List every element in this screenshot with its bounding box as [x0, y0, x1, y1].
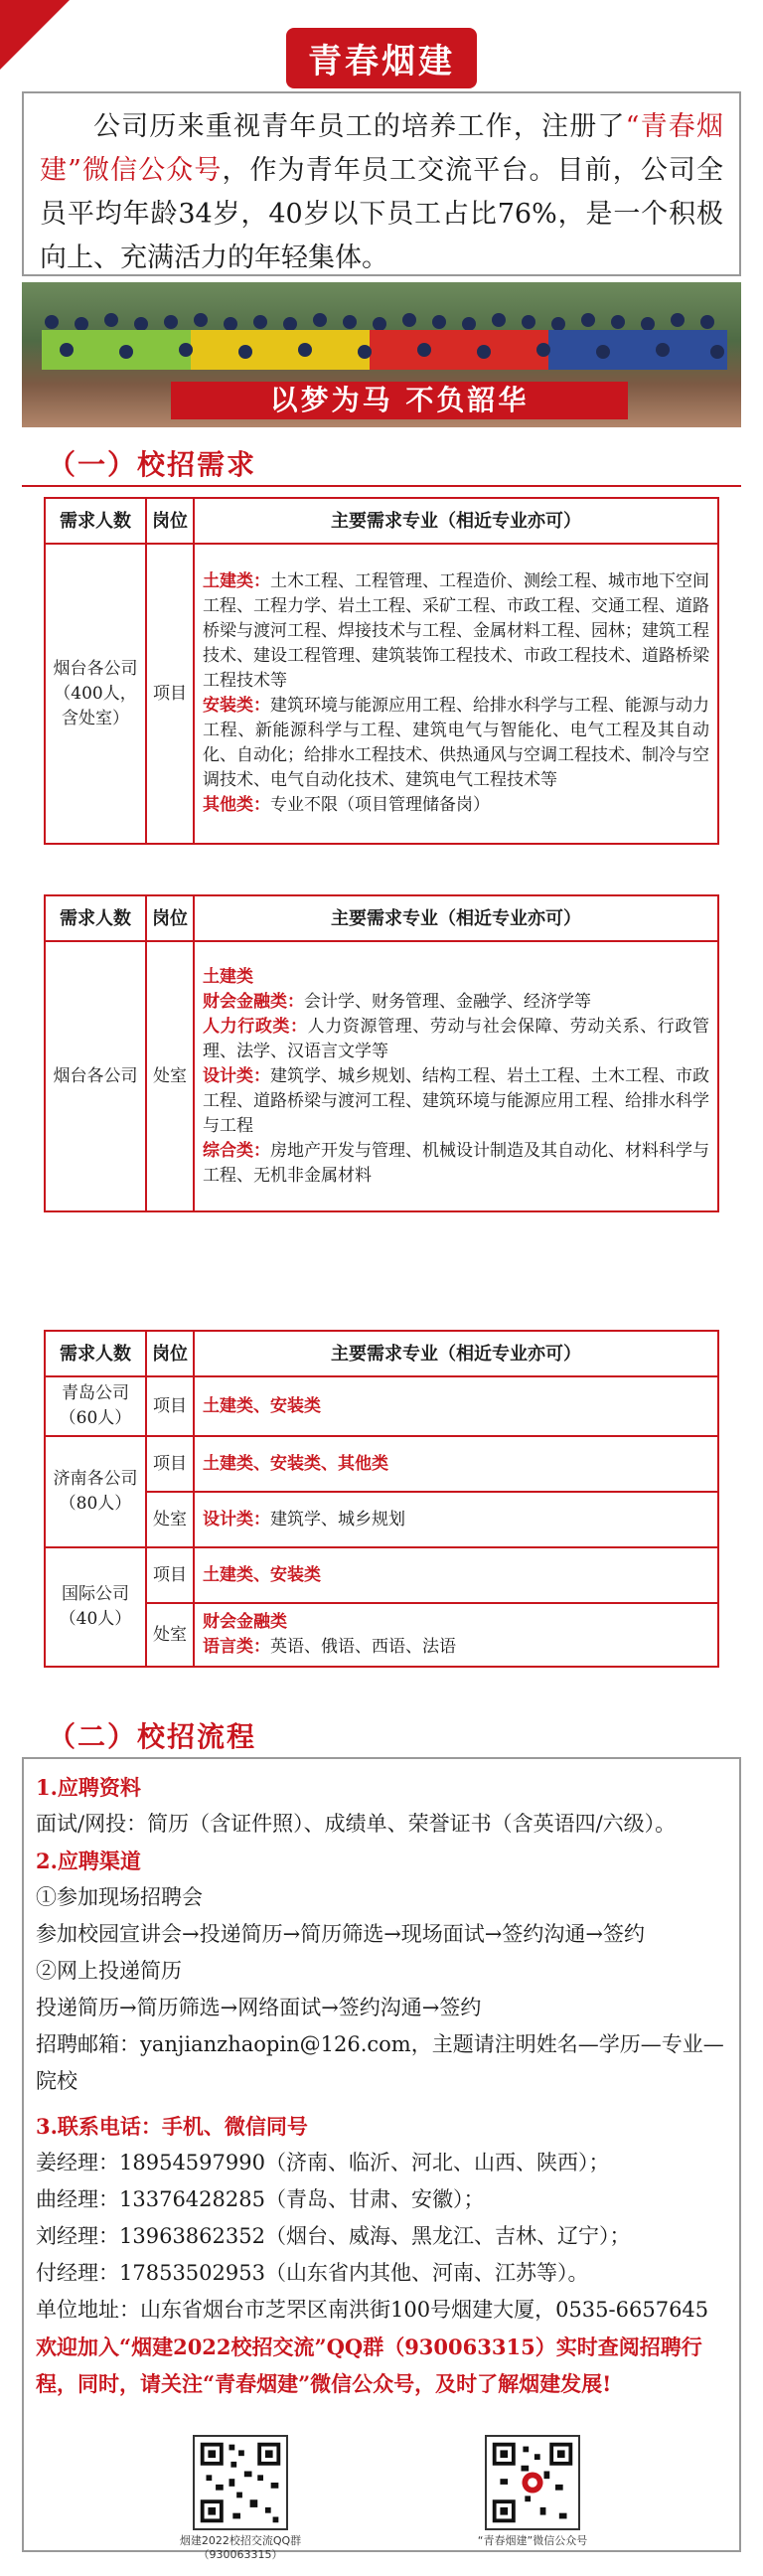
title-wrap	[0, 28, 763, 88]
majors-cell	[194, 544, 718, 844]
recruit-email: 招聘邮箱：yanjianzhaopin@126.com，主题请注明姓名—学历—专业—院校	[36, 2032, 724, 2093]
process-materials-text: 面试/网投：简历（含证件照）、成绩单、荣誉证书（含英语四/六级）。	[36, 1812, 677, 1836]
category-label: 土建类	[203, 966, 253, 987]
table-row	[45, 544, 718, 844]
recruitment-process	[22, 1757, 741, 2552]
section1-heading: （一）校招需求	[48, 448, 257, 481]
demand-table-1	[44, 497, 719, 845]
demand-table-3	[44, 1330, 719, 1668]
category-text: 建筑学、城乡规划、结构工程、岩土工程、土木工程、市政工程、道路桥梁与渡河工程、建筑环境与能源应用工程、给排水科学与工程	[203, 1065, 709, 1136]
wechat-account-qr-caption: “青春烟建”微信公众号	[477, 2534, 588, 2547]
majors-cell	[194, 941, 718, 1211]
majors-cell	[194, 1376, 718, 1436]
table-header-row	[45, 895, 718, 941]
category-label: 语言类：	[203, 1637, 270, 1657]
group-photo	[22, 282, 741, 427]
majors-cell	[194, 1492, 718, 1547]
col-majors-header: 主要需求专业（相近专业亦可）	[194, 895, 718, 941]
category-label: 设计类：	[203, 1065, 270, 1086]
intro-text-2: ，作为青年员工交流平台。目前，公司全员平均年龄34岁，40岁以下员工占比76%，是一个积极向上、充满活力的年轻集体。	[40, 155, 724, 273]
section2-heading: （二）校招流程	[48, 1720, 257, 1753]
qq-group-qr-icon	[193, 2435, 288, 2530]
qq-group-qr-caption	[156, 2534, 325, 2562]
category-text: 建筑环境与能源应用工程、给排水科学与工程、能源与动力工程、新能源科学与工程、建筑电气与智能化、电气工程及其自动化、自动化；给排水工程技术、供热通风与空调工程技术、制冷与空调技术、电气自动化技术、建筑电气工程技术等	[203, 696, 709, 790]
group-photo-people	[22, 302, 741, 392]
category-text: 专业不限（项目管理储备岗）	[270, 795, 490, 815]
join-invitation: 欢迎加入“烟建2022校招交流”QQ群（930063315）实时查阅招聘行程，同时，请关注“青春烟建”微信公众号，及时了解烟建发展!	[36, 2334, 702, 2396]
category-text: 土木工程、工程管理、工程造价、测绘工程、城市地下空间工程、工程力学、岩土工程、采矿工程、市政工程、交通工程、道路桥梁与渡河工程、焊接技术与工程、金属材料工程、园林；建筑工程技术、建设工程管理、建筑装饰工程技术、市政工程技术、道路桥梁工程技术等	[203, 571, 709, 691]
wechat-account-qr-icon	[485, 2435, 580, 2530]
intro-paragraph	[22, 91, 741, 276]
company-address: 单位地址：山东省烟台市芝罘区南洪街100号烟建大厦，0535-6657645	[36, 2298, 709, 2322]
col-post-header: 岗位	[146, 1331, 194, 1376]
table-row	[45, 941, 718, 1211]
col-majors-header: 主要需求专业（相近专业亦可）	[194, 498, 718, 544]
category-label: 土建类、安装类	[203, 1564, 321, 1585]
post-cell: 项目	[146, 1436, 194, 1492]
channel-online: ②网上投递简历	[36, 1959, 182, 1983]
majors-cell	[194, 1547, 718, 1603]
contact-item: 姜经理：18954597990（济南、临沂、河北、山西、陕西）；	[36, 2151, 610, 2174]
table-row	[45, 1376, 718, 1436]
intro-highlight: “青春烟建”微信公众号	[40, 111, 723, 186]
category-label: 土建类、安装类	[203, 1395, 321, 1416]
category-label: 财会金融类：	[203, 991, 304, 1012]
photo-banner: 以梦为马 不负韶华	[171, 382, 628, 419]
qq-group-qr-caption-2: （930063315）	[198, 2548, 283, 2561]
category-text: 会计学、财务管理、金融学、经济学等	[304, 991, 591, 1012]
post-cell: 处室	[146, 1603, 194, 1667]
contact-item: 曲经理：13376428285（青岛、甘肃、安徽）；	[36, 2187, 485, 2211]
post-cell: 处室	[146, 941, 194, 1211]
category-label: 综合类：	[203, 1140, 270, 1161]
intro-text-1: 公司历来重视青年员工的培养工作，注册了	[93, 111, 626, 142]
process-heading-materials: 1.应聘资料	[36, 1775, 141, 1800]
contact-item: 刘经理：13963862352（烟台、威海、黑龙江、吉林、辽宁）；	[36, 2224, 631, 2248]
post-cell: 项目	[146, 544, 194, 844]
company-cell: 青岛公司（60人）	[45, 1376, 146, 1436]
category-text: 房地产开发与管理、机械设计制造及其自动化、材料科学与工程、无机非金属材料	[203, 1140, 709, 1186]
table-row	[45, 1436, 718, 1492]
category-label: 人力行政类：	[203, 1016, 308, 1037]
company-cell: 烟台各公司（400人，含处室）	[45, 544, 146, 844]
table-header-row	[45, 1331, 718, 1376]
col-majors-header: 主要需求专业（相近专业亦可）	[194, 1331, 718, 1376]
process-heading-contacts: 3.联系电话：手机、微信同号	[36, 2114, 308, 2139]
process-heading-channels: 2.应聘渠道	[36, 1849, 141, 1873]
col-count-header: 需求人数	[45, 1331, 146, 1376]
col-post-header: 岗位	[146, 498, 194, 544]
col-count-header: 需求人数	[45, 895, 146, 941]
col-post-header: 岗位	[146, 895, 194, 941]
col-count-header: 需求人数	[45, 498, 146, 544]
category-label: 土建类、安装类、其他类	[203, 1453, 388, 1474]
table-row	[45, 1603, 718, 1667]
category-text: 英语、俄语、西语、法语	[270, 1637, 456, 1657]
category-label: 安装类：	[203, 696, 270, 716]
table-row	[45, 1547, 718, 1603]
company-cell: 烟台各公司	[45, 941, 146, 1211]
post-cell: 项目	[146, 1376, 194, 1436]
post-cell: 项目	[146, 1547, 194, 1603]
channel-onsite: ①参加现场招聘会	[36, 1885, 203, 1909]
contact-item: 付经理：17853502953（山东省内其他、河南、江苏等）。	[36, 2261, 589, 2285]
section1-rule	[22, 485, 741, 487]
company-cell: 济南各公司（80人）	[45, 1436, 146, 1547]
table-row	[45, 1492, 718, 1547]
category-label: 设计类：	[203, 1509, 270, 1530]
qr-area	[22, 2435, 741, 2561]
category-label: 其他类：	[203, 795, 270, 815]
page-title: 青春烟建	[286, 28, 477, 88]
demand-table-2	[44, 894, 719, 1212]
majors-cell	[194, 1603, 718, 1667]
channel-onsite-steps: 参加校园宣讲会→投递简历→简历筛选→现场面试→签约沟通→签约	[36, 1922, 645, 1946]
category-text: 人力资源管理、劳动与社会保障、劳动关系、行政管理、法学、汉语言文学等	[203, 1016, 710, 1061]
majors-cell	[194, 1436, 718, 1492]
qq-group-qr-caption-1: 烟建2022校招交流QQ群	[179, 2534, 302, 2547]
category-label: 财会金融类	[203, 1612, 287, 1632]
channel-online-steps: 投递简历→简历筛选→网络面试→签约沟通→签约	[36, 1996, 482, 2019]
category-text: 建筑学、城乡规划	[270, 1509, 405, 1530]
table-header-row	[45, 498, 718, 544]
category-label: 土建类：	[203, 571, 270, 591]
post-cell: 处室	[146, 1492, 194, 1547]
company-cell: 国际公司（40人）	[45, 1547, 146, 1667]
